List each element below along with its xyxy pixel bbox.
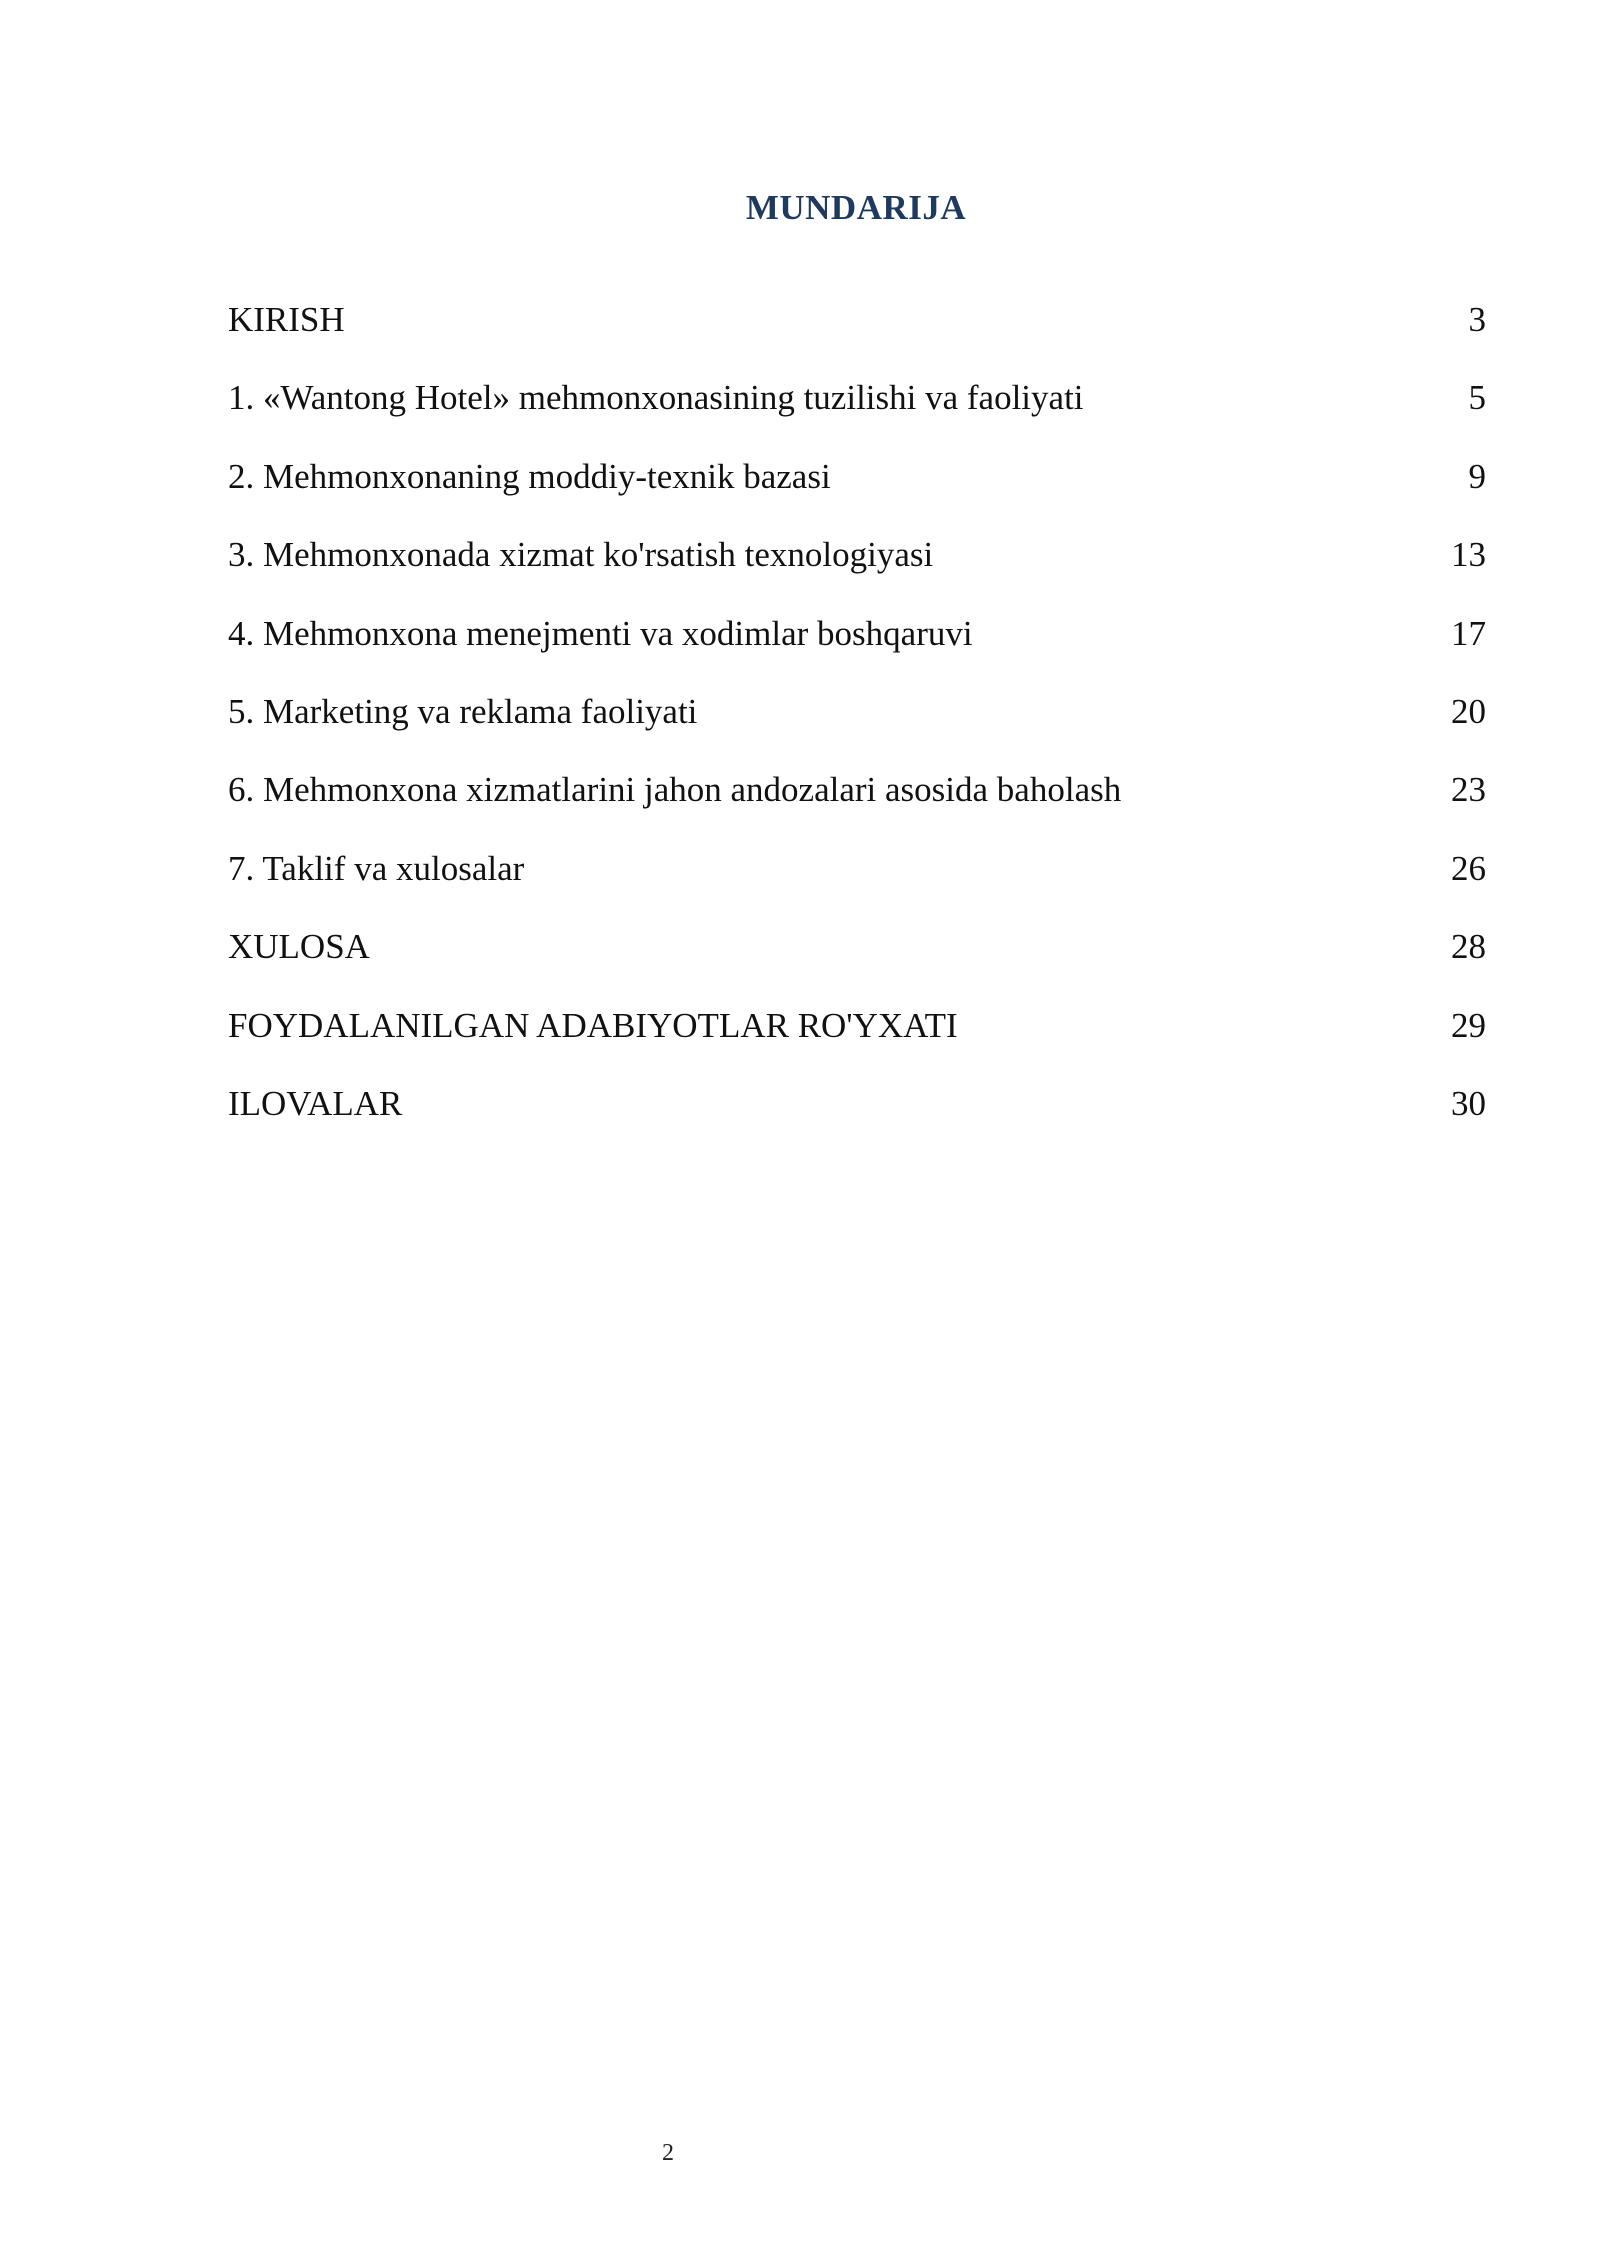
toc-entry-label: 5. Marketing va reklama faoliyati [228,691,698,731]
toc-entry-page: 29 [1451,1005,1486,1045]
toc-entry-xulosa [228,923,1486,1001]
toc-entry-label: 4. Mehmonxona menejmenti va xodimlar boshqaruvi [228,613,973,653]
toc-entry-appendices [228,1080,1486,1158]
toc-title: MUNDARIJA [745,188,967,227]
toc-entry-page: 9 [1468,456,1486,496]
toc-entry-page: 23 [1451,770,1486,810]
toc-entry-label: FOYDALANILGAN ADABIYOTLAR RO'YXATI [228,1005,958,1045]
toc-entry-label: 1. «Wantong Hotel» mehmonxonasining tuzilishi va faoliyati [228,378,1084,418]
table-of-contents [228,296,1486,1158]
toc-entry-chapter-2 [228,453,1486,531]
toc-entry-page: 3 [1468,300,1486,339]
toc-entry-chapter-5 [228,688,1486,766]
toc-entry-page: 20 [1451,691,1486,731]
toc-entry-chapter-4 [228,610,1486,688]
toc-entry-label: KIRISH [228,300,345,339]
toc-entry-kirish [228,296,1486,374]
toc-entry-chapter-6 [228,766,1486,844]
toc-entry-chapter-7 [228,845,1486,923]
toc-entry-page: 30 [1451,1083,1486,1123]
toc-entry-page: 17 [1451,613,1486,653]
toc-entry-chapter-1 [228,374,1486,452]
toc-entry-label: 7. Taklif va xulosalar [228,848,525,888]
toc-entry-references [228,1002,1486,1080]
toc-entry-label: 2. Mehmonxonaning moddiy-texnik bazasi [228,456,831,496]
toc-entry-label: 6. Mehmonxona xizmatlarini jahon andozalari asosida baholash [228,770,1122,810]
toc-entry-page: 13 [1451,535,1486,575]
toc-entry-label: 3. Mehmonxonada xizmat ko'rsatish texnologiyasi [228,535,934,575]
toc-entry-chapter-3 [228,531,1486,609]
toc-entry-page: 5 [1468,378,1486,418]
page-number: 2 [662,2140,674,2166]
toc-entry-label: XULOSA [228,927,370,967]
toc-entry-page: 28 [1451,927,1486,967]
toc-entry-label: ILOVALAR [228,1083,403,1123]
toc-entry-page: 26 [1451,848,1486,888]
